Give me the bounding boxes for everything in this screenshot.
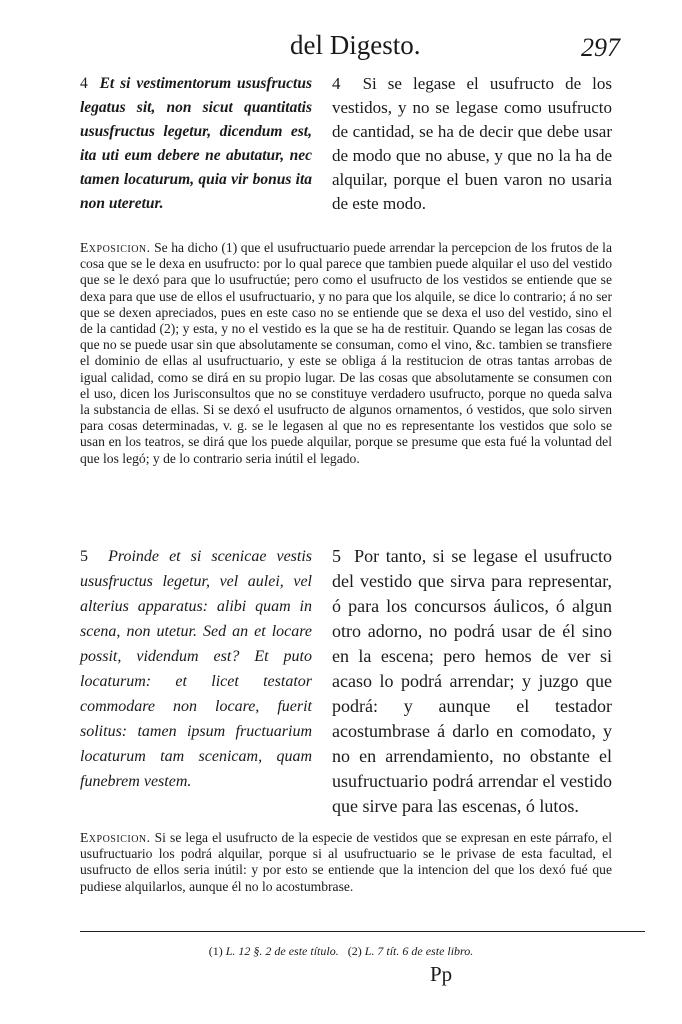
exposicion-label: Exposicion. xyxy=(80,830,151,845)
spanish-paragraph-4 xyxy=(332,72,612,216)
page-number: 297 xyxy=(581,33,620,62)
spanish-text: Por tanto, si se legase el usufructo del vestido que sirva para representar, ó para los concursos áulicos, ó algun otro adorno, no podrá usar de él sino en la escena; pero hemos de ver si acaso lo podrá arrendar; y juzgo que podrá: y aunque el testador acostumbrase á darlo en comodato, y no en arrendamiento, no obstante el usufructuario podrá arrendar el vestido que sirve para las escenas, ó lutos. xyxy=(332,546,612,816)
spanish-text: Si se legase el usufructo de los vestidos, y no se legase como usufructo de cantidad, se ha de decir que debe usar de modo que no abuse, y que no la ha de alquilar, porque el buen varon no usaria de este modo. xyxy=(332,74,612,213)
footnotes xyxy=(0,944,682,959)
exposicion-text: Se ha dicho (1) que el usufructuario puede arrendar la percepcion de los frutos de la cosa que se le dexa en usufructo: por lo qual parece que tambien puede alquilar el uso del vestido que se le dexó para que lo usufructúe; pero como el usufructo de los vestidos se entiende que se dexa para que use de ellos el usufructuario, y no para que los alquile, se dice lo contrario; á no ser que se dexen apreciados, pues en este caso no se entiende que se dexa el uso del vestido, sino el de la cantidad (2); y esta, y no el vestido es la que se ha de restituir. Quando se legan las cosas de que no se puede usar sin que absolutamente se consuman, como el vino, &c. tambien se transfiere el dominio de ellas al usufructuario, y este se obliga á la restitucion de otras tantas arrobas de igual calidad, como se dirá en su propio lugar. De las cosas que absolutamente se consumen con el uso, dicen los Jurisconsultos que no se constituye verdadero usufructo, porque no queda salva la substancia de ellas. Si se dexó el usufructo de algunos ornamentos, ó vestidos, que solo sirven para cosas determinadas, v. g. se le legasen al que no es representante los vestidos que solo se usan en los teatros, se dirá que los puede alquilar, porque se presume que esta fué la voluntad del que los legó; y de lo contrario seria inútil el legado. xyxy=(80,240,612,466)
footnote-2-text: de este libro. xyxy=(411,944,474,958)
footnote-2-ref: L. 7 tít. 6 xyxy=(364,944,409,958)
latin-text: Et si vestimentorum ususfructus legatus sit, non sicut quantitatis ususfructus legetur, dicendum est, ita uti eum debere ne abutatur, nec tamen locaturum, quia vir bonus ita non uteretur. xyxy=(80,75,313,212)
latin-section-number: 4 xyxy=(80,75,88,92)
spanish-section-number: 5 xyxy=(332,546,341,566)
footnote-1-text: de este título. xyxy=(274,944,339,958)
footnote-1-ref: L. 12 §. 2 xyxy=(225,944,272,958)
page-header xyxy=(0,30,682,64)
exposicion-paragraph-1 xyxy=(80,240,612,467)
latin-section-number: 5 xyxy=(80,548,88,565)
latin-text: Proinde et si scenicae vestis ususfructus legetur, vel aulei, vel alterius apparatus: alibi quam in scena, non utetur. Sed an et locare possit, videndum est? Et puto locaturum: et licet testator commodare non locare, fuerit solitus: tamen ipsum fructuarium locaturum tam scenicam, quam funebrem vestem. xyxy=(80,548,313,790)
spanish-paragraph-5 xyxy=(332,544,612,819)
signature-mark: Pp xyxy=(430,962,453,986)
exposicion-label: Exposicion. xyxy=(80,240,151,255)
spanish-section-number: 4 xyxy=(332,74,341,93)
exposicion-paragraph-2 xyxy=(80,830,612,895)
latin-paragraph-5 xyxy=(80,544,312,794)
running-title: del Digesto. xyxy=(290,30,421,60)
footnote-1-mark: (1) xyxy=(208,944,223,958)
footnote-divider xyxy=(80,931,645,932)
exposicion-text: Si se lega el usufructo de la especie de vestidos que se expresan en este párrafo, el usufructuario los podrá alquilar, porque si al usufructuario se le privase de esta facultad, el usufructo de ellos seria inútil: y por esto se entiende que la intencion del que los dexó fué que pudiese alquilarlos, aunque él no lo acostumbrase. xyxy=(80,830,612,894)
footnote-2-mark: (2) xyxy=(347,944,362,958)
latin-paragraph-4 xyxy=(80,72,312,216)
